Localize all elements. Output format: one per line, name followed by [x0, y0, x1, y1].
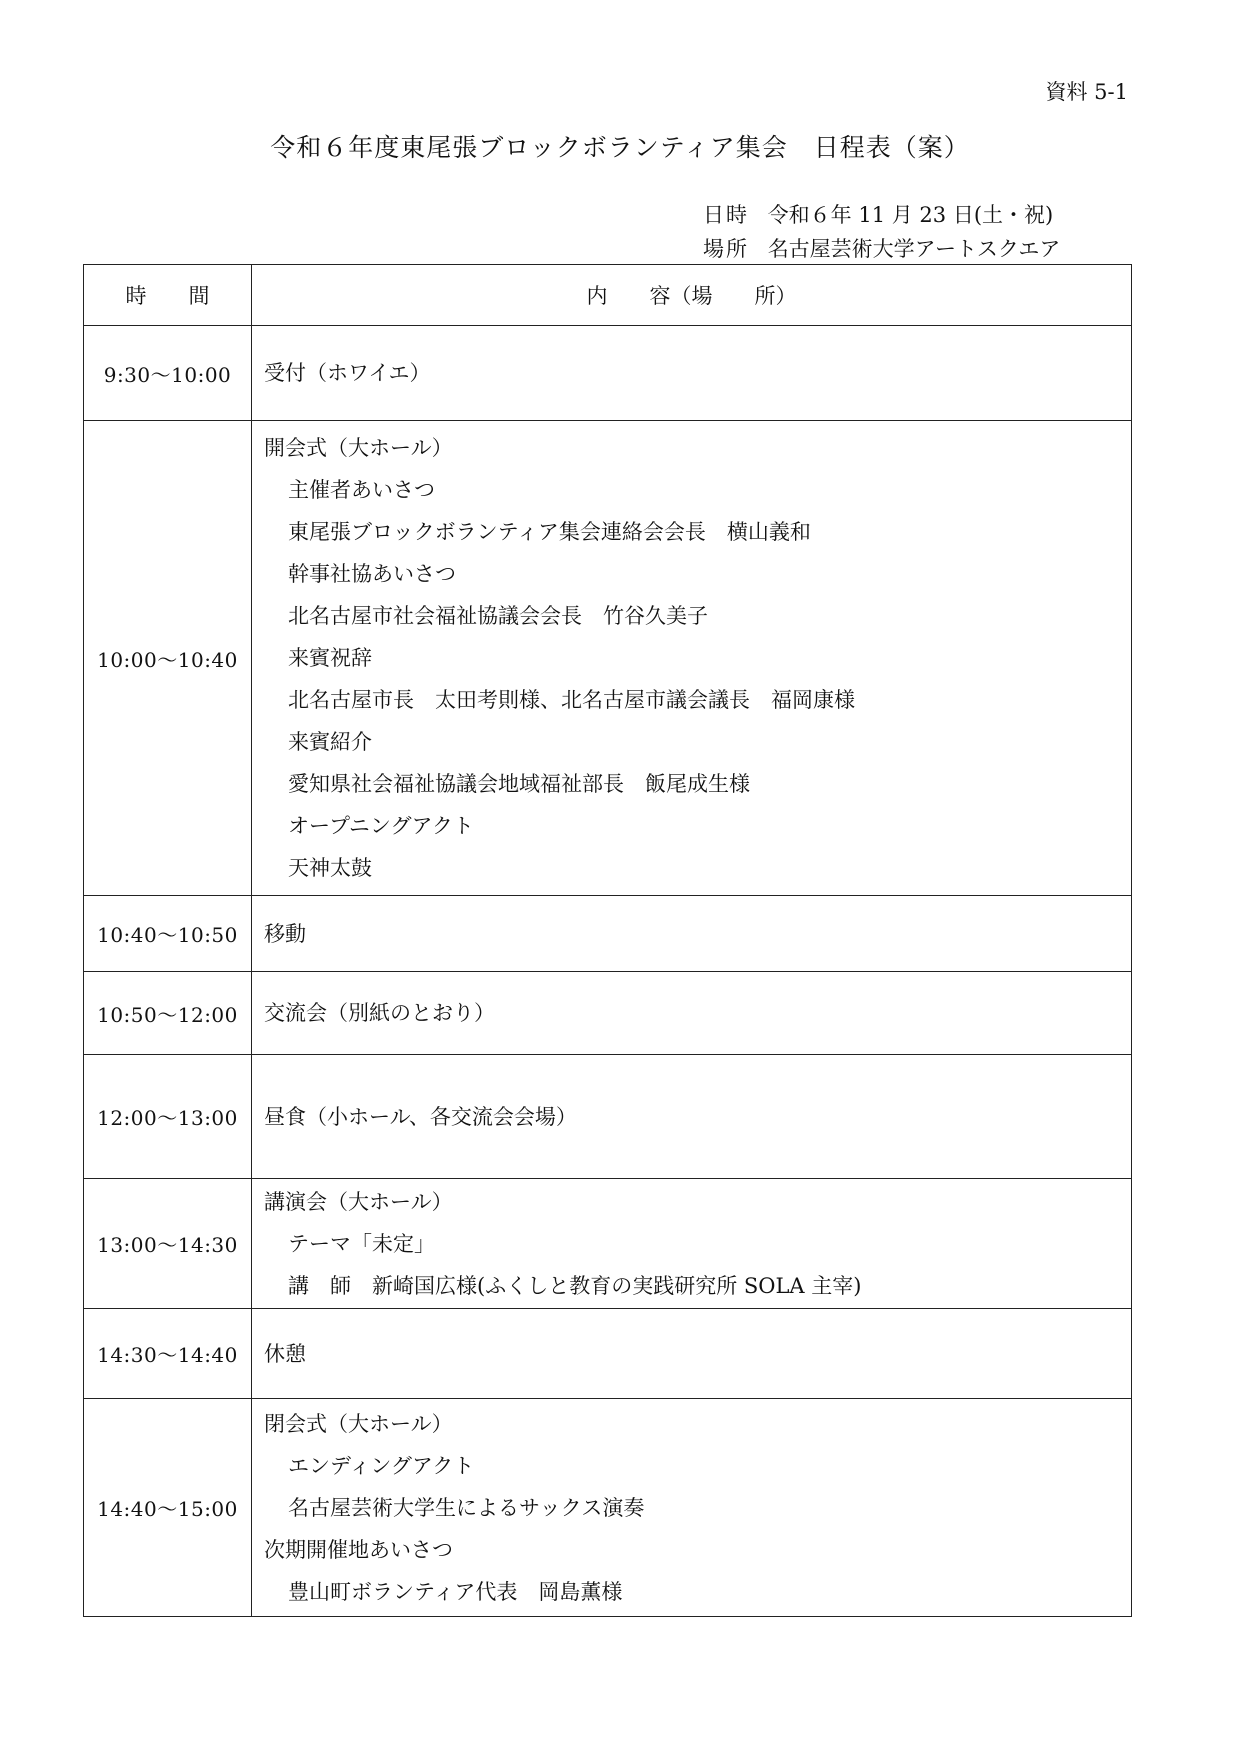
content-line: 豊山町ボランティア代表 岡島薫様 — [288, 1579, 623, 1604]
content-cell — [252, 1055, 1132, 1179]
content-line: 閉会式（大ホール） — [264, 1411, 453, 1436]
content-line: エンディングアクト — [288, 1453, 475, 1478]
table-header-row — [84, 265, 1132, 326]
content-cell — [252, 1309, 1132, 1399]
content-line: 交流会（別紙のとおり） — [264, 1001, 495, 1025]
table-row — [84, 896, 1132, 972]
date-label: 日時 — [703, 203, 749, 227]
table-row — [84, 1055, 1132, 1179]
content-line: 来賓祝辞 — [288, 646, 372, 670]
time-cell: 12:00〜13:00 — [84, 1055, 252, 1179]
table-row — [84, 972, 1132, 1055]
content-line: 主催者あいさつ — [288, 478, 435, 502]
header-time: 時 間 — [84, 265, 252, 326]
content-line: 受付（ホワイエ） — [264, 361, 431, 385]
table-row — [84, 1399, 1132, 1617]
date-row — [703, 198, 1060, 232]
content-line: 北名古屋市社会福祉協議会会長 竹谷久美子 — [288, 604, 708, 628]
content-cell — [252, 896, 1132, 972]
content-line: 昼食（小ホール、各交流会会場） — [264, 1104, 577, 1129]
time-cell: 10:00〜10:40 — [84, 421, 252, 896]
event-meta — [703, 198, 1060, 266]
content-line: 天神太鼓 — [288, 856, 372, 880]
content-line: 東尾張ブロックボランティア集会連絡会会長 横山義和 — [288, 520, 811, 544]
content-line: 講演会（大ホール） — [264, 1189, 453, 1214]
place-value: 名古屋芸術大学アートスクエア — [767, 237, 1061, 261]
content-line: テーマ「未定」 — [288, 1231, 435, 1256]
table-row — [84, 421, 1132, 896]
table-row — [84, 326, 1132, 421]
content-line: 休憩 — [264, 1341, 306, 1366]
place-row — [703, 232, 1060, 266]
time-cell: 9:30〜10:00 — [84, 326, 252, 421]
schedule-body — [84, 326, 1132, 1617]
time-cell: 10:50〜12:00 — [84, 972, 252, 1055]
schedule-table — [83, 264, 1132, 1617]
place-label: 場所 — [703, 237, 749, 261]
content-line: 開会式（大ホール） — [264, 436, 453, 460]
document-reference: 資料 5-1 — [1045, 80, 1128, 104]
content-cell — [252, 421, 1132, 896]
time-cell: 13:00〜14:30 — [84, 1179, 252, 1309]
content-line: 講 師 新崎国広様(ふくしと教育の実践研究所 SOLA 主宰) — [288, 1273, 862, 1298]
content-line: オープニングアクト — [288, 814, 474, 838]
time-cell: 14:40〜15:00 — [84, 1399, 252, 1617]
table-row — [84, 1179, 1132, 1309]
content-line: 北名古屋市長 太田考則様、北名古屋市議会議長 福岡康様 — [288, 688, 855, 712]
content-line: 幹事社協あいさつ — [288, 562, 456, 586]
table-row — [84, 1309, 1132, 1399]
time-cell: 10:40〜10:50 — [84, 896, 252, 972]
time-cell: 14:30〜14:40 — [84, 1309, 252, 1399]
content-line: 移動 — [264, 921, 306, 946]
header-content: 内 容（場 所） — [252, 265, 1132, 326]
content-cell — [252, 972, 1132, 1055]
content-cell — [252, 1399, 1132, 1617]
content-cell — [252, 326, 1132, 421]
content-line: 名古屋芸術大学生によるサックス演奏 — [288, 1495, 645, 1520]
content-line: 来賓紹介 — [288, 730, 372, 754]
content-line: 次期開催地あいさつ — [264, 1537, 453, 1562]
page-title: 令和６年度東尾張ブロックボランティア集会 日程表（案） — [270, 133, 970, 162]
content-cell — [252, 1179, 1132, 1309]
content-line: 愛知県社会福祉協議会地域福祉部長 飯尾成生様 — [288, 772, 750, 796]
date-value: 令和６年 11 月 23 日(土・祝) — [767, 203, 1054, 227]
